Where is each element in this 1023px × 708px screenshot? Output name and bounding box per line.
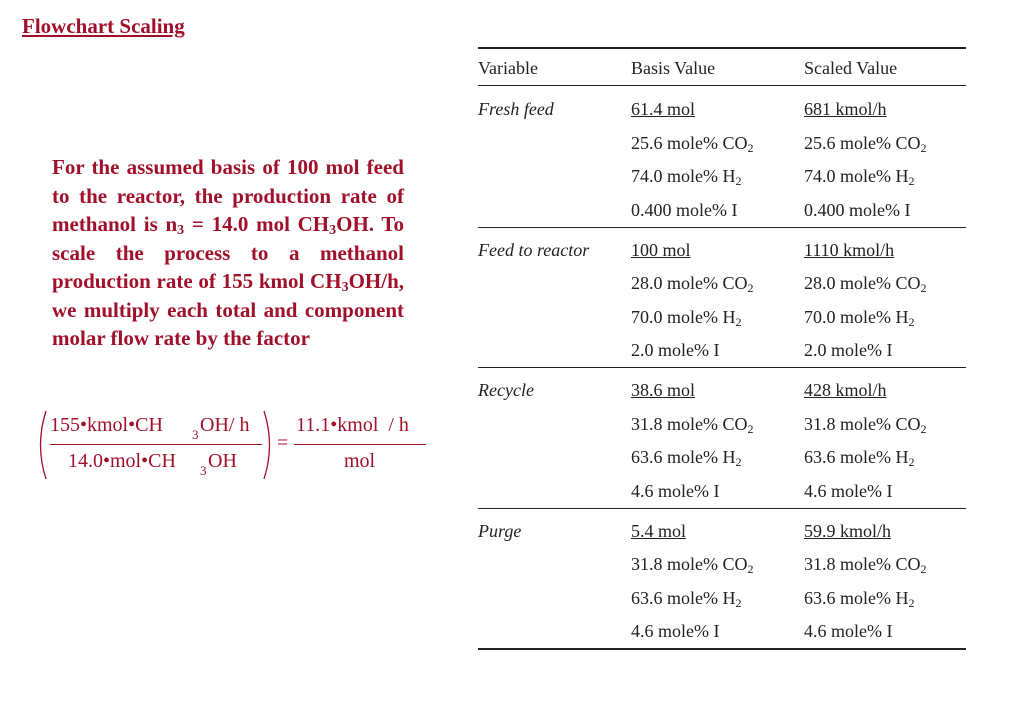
basis-composition <box>631 480 719 502</box>
basis-composition <box>631 306 741 328</box>
header-scaled-value: Scaled Value <box>804 58 898 78</box>
scaled-composition <box>804 339 892 361</box>
scaled-composition <box>804 620 892 642</box>
basis-composition-text: 4.6 mole% I <box>631 621 720 641</box>
denominator-subscript: 3 <box>200 463 207 478</box>
scaled-composition-text: 4.6 mole% I <box>804 480 893 501</box>
basis-composition-subscript: 2 <box>735 314 742 329</box>
scaled-composition-text: 2.0 mole% I <box>804 340 893 360</box>
basis-composition-subscript: 2 <box>747 140 754 155</box>
basis-composition <box>631 339 719 361</box>
scaled-composition-subscript: 2 <box>920 562 927 576</box>
left-paren <box>34 410 48 480</box>
scaled-composition-text: 31.8 mole% CO <box>804 413 921 434</box>
paragraph-text-4: OH/h, we multiply each total and component molar flow rate by the factor <box>52 269 404 350</box>
basis-composition-text: 70.0 mole% H <box>631 306 736 327</box>
denominator-part-a: 14.0•mol•CH <box>68 450 176 472</box>
basis-composition <box>631 553 754 575</box>
basis-composition-text: 74.0 mole% H <box>631 166 736 186</box>
scaled-composition-text: 0.400 mole% I <box>804 199 911 220</box>
scaled-total: 59.9 kmol/h <box>804 520 892 541</box>
scaled-total: 1110 kmol/h <box>804 239 895 260</box>
basis-composition <box>631 272 754 294</box>
basis-composition <box>631 165 741 187</box>
table-top-rule <box>478 47 966 49</box>
scaled-composition <box>804 480 892 502</box>
table-bottom-rule <box>478 648 966 650</box>
paragraph-sub-2: 3 <box>329 223 337 238</box>
scaled-total: 428 kmol/h <box>804 380 887 400</box>
basis-composition-text: 28.0 mole% CO <box>631 273 748 293</box>
scaled-composition-text: 25.6 mole% CO <box>804 132 921 153</box>
scaled-composition-text: 28.0 mole% CO <box>804 273 921 293</box>
scaled-composition-subscript: 2 <box>908 595 915 610</box>
basis-composition <box>631 132 754 154</box>
fraction-bar-left <box>50 444 262 445</box>
paragraph-text-2: = 14.0 mol CH <box>184 212 330 236</box>
basis-composition-text: 0.400 mole% I <box>631 199 738 220</box>
scaled-composition-text: 63.6 mole% H <box>804 447 909 467</box>
basis-composition-subscript: 2 <box>735 455 742 469</box>
scaled-composition <box>804 413 927 435</box>
basis-composition-text: 25.6 mole% CO <box>631 132 748 153</box>
numerator-part-b: OH/ h <box>200 414 250 436</box>
basis-composition <box>631 446 741 468</box>
header-rule <box>478 85 966 86</box>
header-basis-value: Basis Value <box>631 58 716 78</box>
scaled-composition-text: 63.6 mole% H <box>804 587 909 608</box>
scaled-composition-subscript: 2 <box>908 455 915 469</box>
variable-name: Feed to reactor <box>478 239 590 260</box>
scaled-composition-subscript: 2 <box>920 421 927 436</box>
equals-sign: = <box>277 432 289 454</box>
numerator-subscript: 3 <box>192 427 199 442</box>
basis-composition-text: 4.6 mole% I <box>631 480 720 501</box>
basis-composition-text: 63.6 mole% H <box>631 587 736 608</box>
basis-total: 61.4 mol <box>631 99 696 119</box>
scaled-composition-subscript: 2 <box>920 281 927 295</box>
scaled-composition <box>804 587 914 609</box>
scaled-composition-text: 31.8 mole% CO <box>804 554 921 574</box>
basis-composition-subscript: 2 <box>747 421 754 436</box>
variable-name: Purge <box>478 520 522 541</box>
fraction-bar-right <box>294 444 426 445</box>
basis-total: 38.6 mol <box>631 380 696 400</box>
result-numerator: 11.1•kmol / h <box>296 414 409 436</box>
body-paragraph <box>52 153 404 353</box>
basis-composition <box>631 587 741 609</box>
basis-composition-text: 31.8 mole% CO <box>631 413 748 434</box>
group-separator-rule <box>478 227 966 228</box>
scaled-composition-subscript: 2 <box>920 140 927 155</box>
paragraph-sub-1: 3 <box>177 223 185 238</box>
scaled-composition <box>804 199 910 221</box>
scaled-total: 681 kmol/h <box>804 99 887 119</box>
basis-composition-text: 63.6 mole% H <box>631 447 736 467</box>
scaled-composition-subscript: 2 <box>908 314 915 329</box>
scaled-composition <box>804 553 927 575</box>
basis-total: 100 mol <box>631 239 691 260</box>
scaled-composition-text: 4.6 mole% I <box>804 621 893 641</box>
scaled-composition <box>804 446 914 468</box>
basis-composition-subscript: 2 <box>747 281 754 295</box>
scaled-composition <box>804 132 927 154</box>
scaled-composition-subscript: 2 <box>908 174 915 188</box>
header-variable: Variable <box>478 58 538 78</box>
variable-name: Recycle <box>478 380 534 400</box>
basis-total: 5.4 mol <box>631 520 687 541</box>
variable-name: Fresh feed <box>478 99 554 119</box>
group-separator-rule <box>478 508 966 509</box>
scaled-composition <box>804 272 927 294</box>
group-separator-rule <box>478 367 966 368</box>
page-title: Flowchart Scaling <box>22 14 185 38</box>
numerator-part-a: 155•kmol•CH <box>50 414 163 436</box>
basis-composition <box>631 620 719 642</box>
denominator-part-b: OH <box>208 450 237 472</box>
right-paren <box>262 410 276 480</box>
basis-composition-subscript: 2 <box>747 562 754 576</box>
scaled-composition-text: 70.0 mole% H <box>804 306 909 327</box>
scaled-composition <box>804 306 914 328</box>
scale-factor-equation <box>34 408 434 483</box>
result-denominator: mol <box>344 450 376 472</box>
paragraph-text-1: For the assumed basis of 100 mol feed to the reactor, the production rate of methanol is n <box>52 155 404 236</box>
scaled-composition-text: 74.0 mole% H <box>804 166 909 186</box>
basis-composition-subscript: 2 <box>735 595 742 610</box>
basis-composition <box>631 413 754 435</box>
basis-composition-text: 2.0 mole% I <box>631 340 720 360</box>
paragraph-text-3: OH. To scale the process to a methanol production rate of 155 kmol CH <box>52 212 404 293</box>
basis-composition <box>631 199 737 221</box>
scaled-composition <box>804 165 914 187</box>
basis-composition-text: 31.8 mole% CO <box>631 554 748 574</box>
basis-composition-subscript: 2 <box>735 174 742 188</box>
paragraph-sub-3: 3 <box>341 280 349 295</box>
